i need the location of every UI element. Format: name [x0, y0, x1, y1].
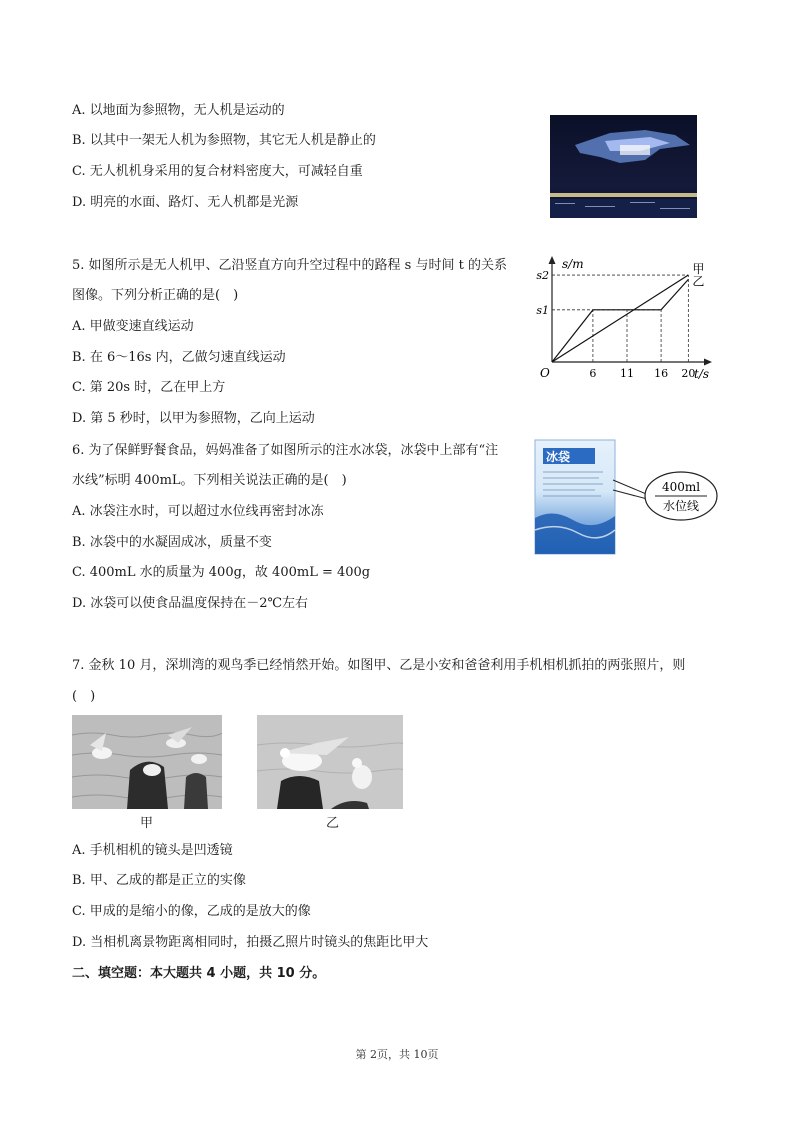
callout-volume: 400ml: [661, 480, 701, 494]
q7-option-a: A. 手机相机的镜头是凹透镜: [72, 843, 233, 858]
q4-option-d: D. 明亮的水面、路灯、无人机都是光源: [72, 195, 299, 210]
ice-bag-label: 冰袋: [546, 450, 571, 464]
section-2-title: 二、填空题：本大题共 4 小题，共 10 分。: [72, 966, 326, 981]
q5-stem-line1: 5. 如图所示是无人机甲、乙沿竖直方向升空过程中的路程 s 与时间 t 的关系: [72, 258, 507, 273]
q4-option-c: C. 无人机机身采用的复合材料密度大，可减轻自重: [72, 164, 363, 179]
x-axis-label: t/s: [694, 367, 710, 381]
s-t-graph: [530, 250, 720, 385]
q4-option-b: B. 以其中一架无人机为参照物，其它无人机是静止的: [72, 133, 376, 148]
q7-stem-line2: ( ): [72, 689, 96, 704]
q6-option-a: A. 冰袋注水时，可以超过水位线再密封冰冻: [72, 504, 324, 519]
series-label-1: 甲: [692, 262, 705, 277]
series-label-2: 乙: [692, 274, 705, 289]
q6-option-d: D. 冰袋可以使食品温度保持在－2℃左右: [72, 596, 309, 611]
series-line-1: [552, 275, 688, 362]
y-tick-s2: s2: [536, 269, 549, 283]
x-tick-16: 16: [654, 367, 669, 380]
q6-option-c: C. 400mL 水的质量为 400g，故 400mL = 400g: [72, 565, 371, 580]
q4-option-a: A. 以地面为参照物，无人机是运动的: [72, 103, 285, 118]
callout-water-line: 水位线: [662, 499, 700, 513]
drone-show-photo: [550, 115, 697, 218]
q7-option-b: B. 甲、乙成的都是正立的实像: [72, 873, 246, 888]
ice-bag-figure: [533, 438, 723, 558]
q6-stem-line2: 水线”标明 400mL。下列相关说法正确的是( ): [72, 473, 347, 488]
q5-option-a: A. 甲做变速直线运动: [72, 319, 194, 334]
photo-caption-a: 甲: [140, 816, 154, 831]
x-axis-arrow: [704, 359, 712, 366]
bird-photo-b: [257, 715, 403, 809]
q6-option-b: B. 冰袋中的水凝固成冰，质量不变: [72, 535, 272, 550]
x-tick-6: 6: [589, 367, 597, 380]
q5-option-b: B. 在 6～16s 内，乙做匀速直线运动: [72, 350, 286, 365]
q5-stem-line2: 图像。下列分析正确的是( ): [72, 288, 239, 303]
q5-option-c: C. 第 20s 时，乙在甲上方: [72, 380, 226, 395]
origin-label: O: [540, 366, 550, 380]
page-footer: 第 2页，共 10页: [355, 1048, 439, 1061]
q5-option-d: D. 第 5 秒时，以甲为参照物，乙向上运动: [72, 411, 315, 426]
y-tick-s1: s1: [536, 303, 549, 317]
y-axis-arrow: [549, 256, 556, 264]
q7-stem-line1: 7. 金秋 10 月，深圳湾的观鸟季已经悄然开始。如图甲、乙是小安和爸爸利用手机相机抓拍的两张照片，则: [72, 658, 686, 673]
x-tick-11: 11: [620, 367, 634, 380]
x-tick-20: 20: [681, 367, 696, 380]
q7-option-d: D. 当相机离景物距离相同时，拍摄乙照片时镜头的焦距比甲大: [72, 935, 429, 950]
q7-option-c: C. 甲成的是缩小的像，乙成的是放大的像: [72, 904, 311, 919]
bird-photo-a: [72, 715, 222, 809]
q6-stem-line1: 6. 为了保鲜野餐食品，妈妈准备了如图所示的注水冰袋，冰袋中上部有“注: [72, 443, 499, 458]
y-axis-label: s/m: [562, 257, 584, 271]
photo-caption-b: 乙: [326, 816, 340, 831]
